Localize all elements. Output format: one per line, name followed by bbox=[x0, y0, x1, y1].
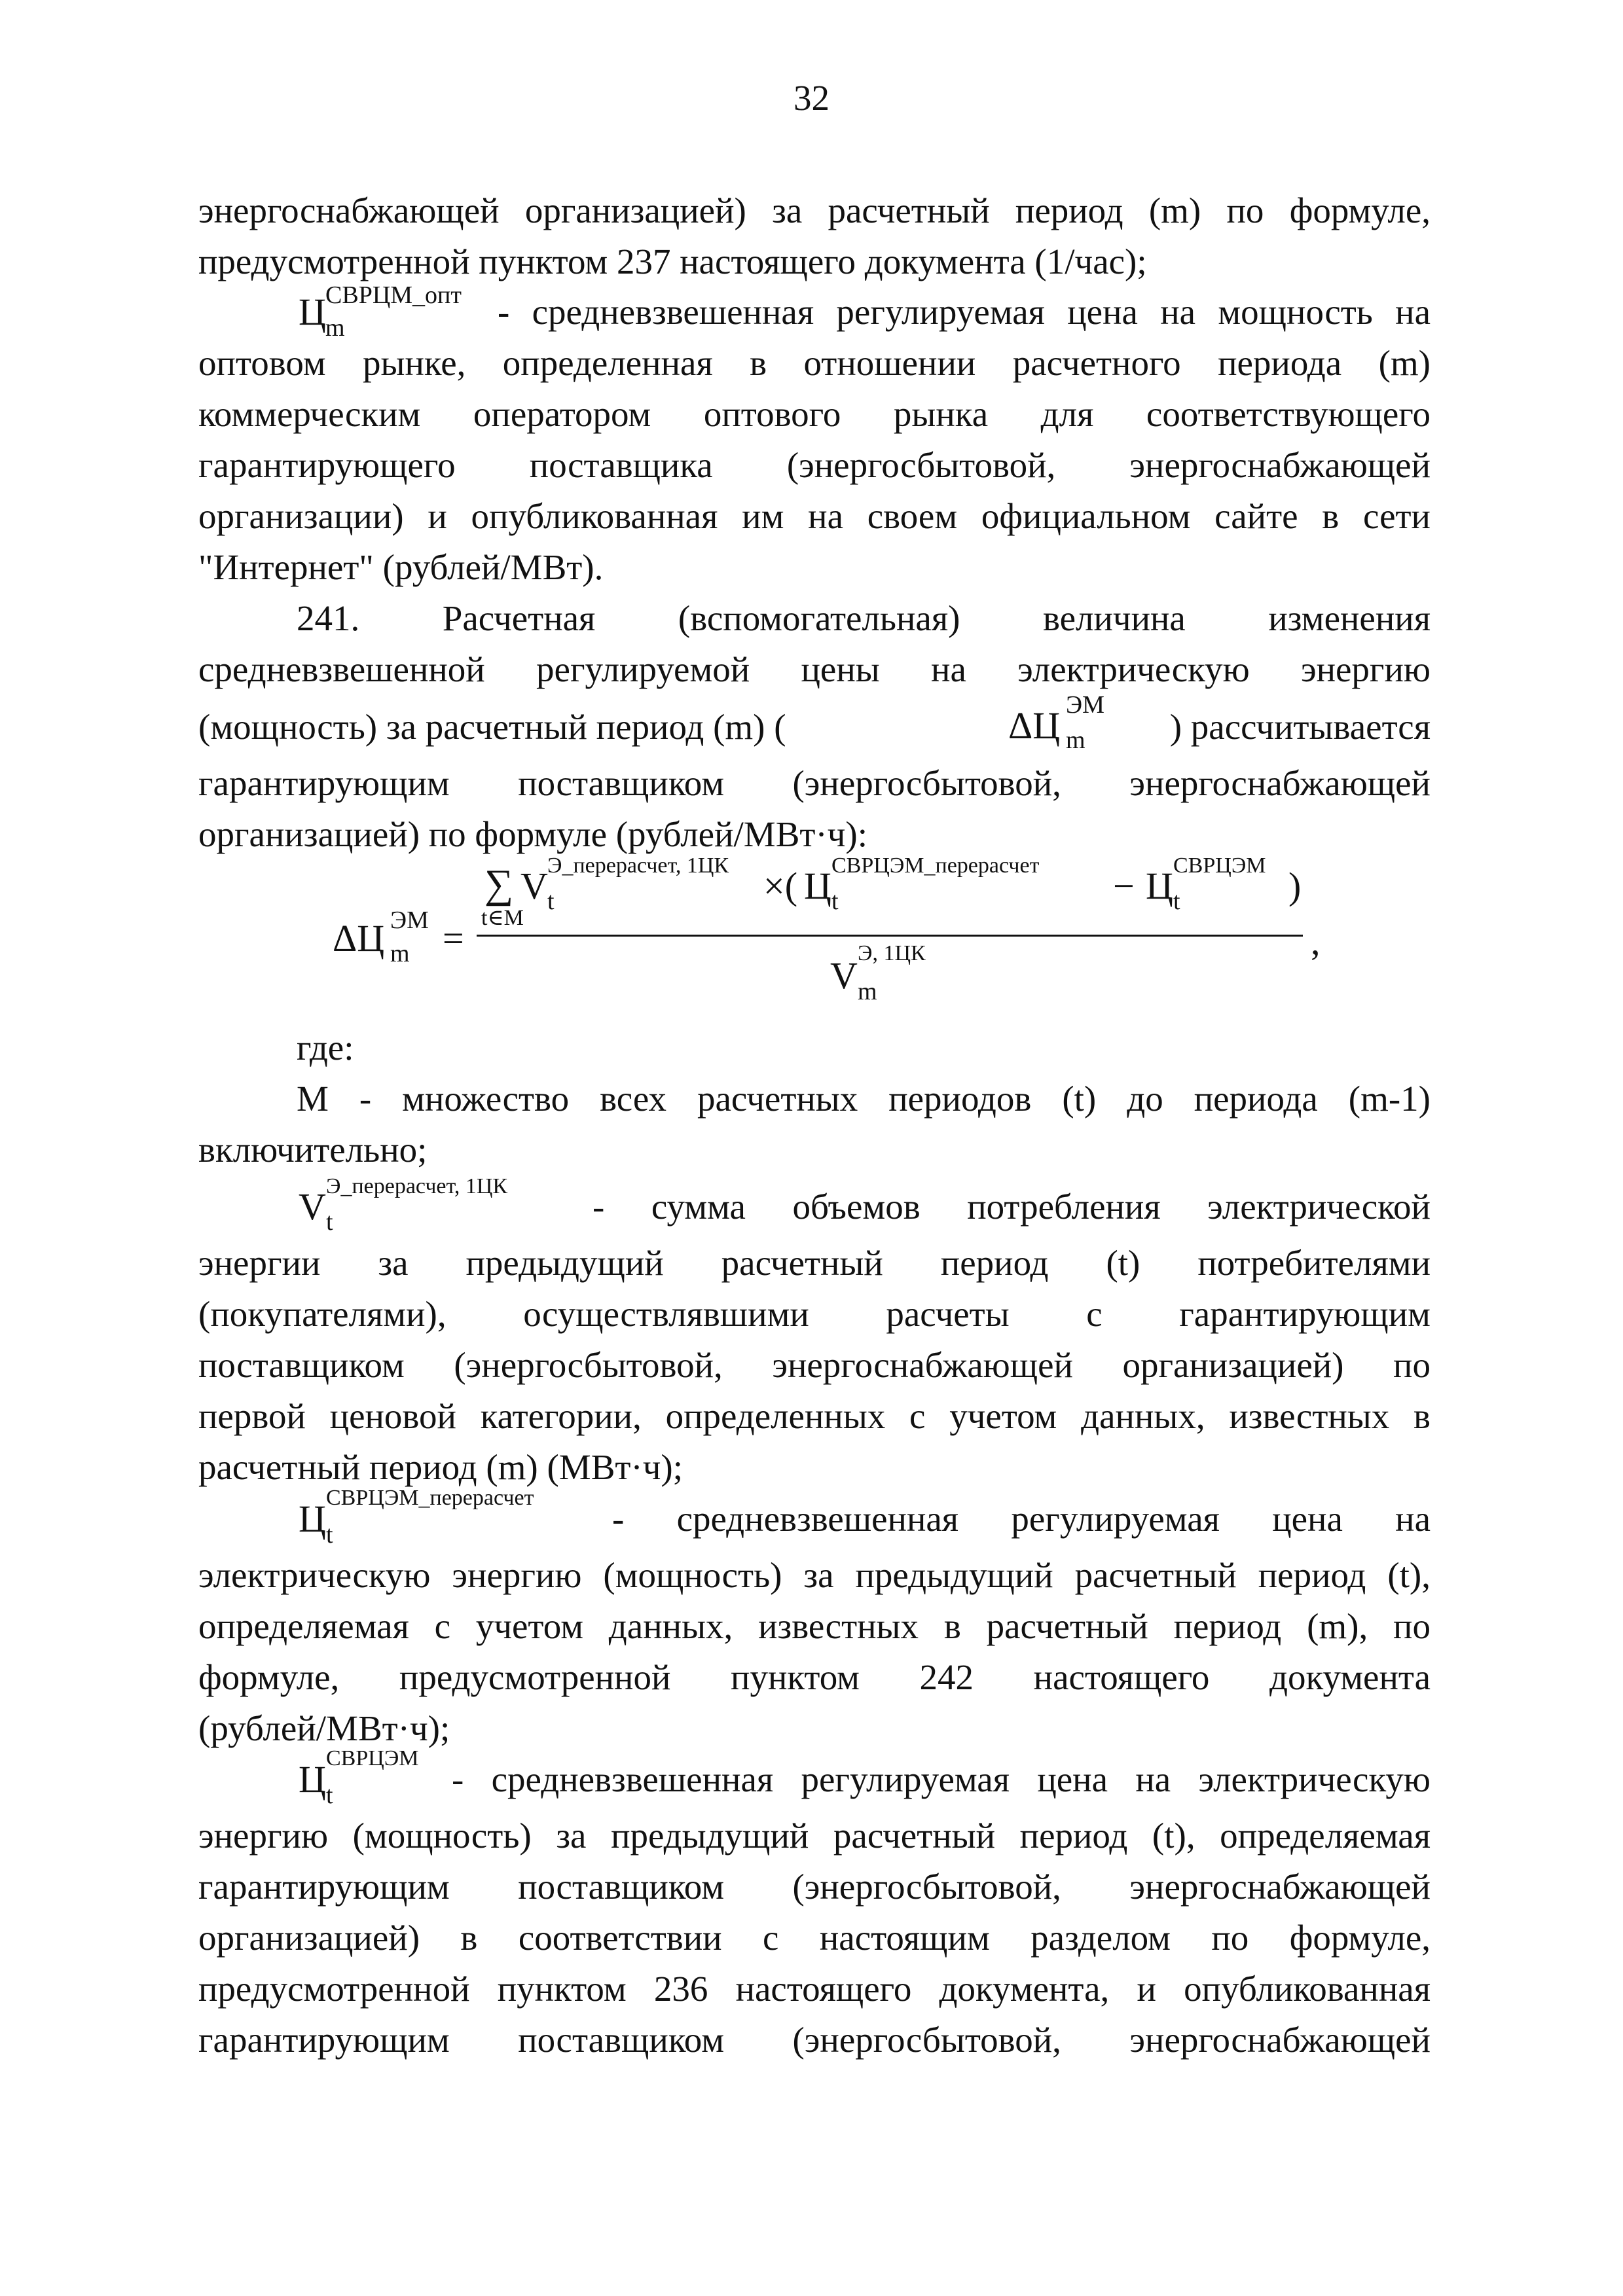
text-line: энергоснабжающей организацией) за расчетный период (m) по формуле, bbox=[198, 190, 1431, 230]
formula-ts: Ц bbox=[1146, 865, 1173, 907]
formula-lhs-delta-ts: ΔЦ bbox=[333, 917, 385, 960]
where-label: где: bbox=[297, 1028, 354, 1067]
formula-times-open: ×( bbox=[763, 865, 798, 907]
page-number: 32 bbox=[793, 78, 830, 118]
formula-equals: = bbox=[443, 917, 464, 960]
text-line: (мощность) за расчетный период (m) ( bbox=[198, 707, 786, 747]
formula-lhs-sup: ЭМ bbox=[390, 906, 429, 934]
text-line: электрическую энергию (мощность) за предыдущий расчетный период (t), bbox=[198, 1555, 1431, 1595]
text-line: (рублей/МВт·ч); bbox=[198, 1708, 450, 1748]
text-line: коммерческим оператором оптового рынка для соответствующего bbox=[198, 394, 1431, 434]
text-line: первой ценовой категории, определенных с учетом данных, известных в bbox=[198, 1396, 1431, 1436]
formula-denominator-sup: Э, 1ЦК bbox=[858, 941, 926, 965]
text-line: - сумма объемов потребления электрической bbox=[593, 1187, 1431, 1227]
text-line: предусмотренной пунктом 236 настоящего документа, и опубликованная bbox=[198, 1969, 1431, 2009]
formula-lhs-sub: m bbox=[390, 940, 410, 967]
formula-v-sup: Э_перерасчет, 1ЦК bbox=[547, 853, 729, 878]
text-line: энергии за предыдущий расчетный период (t) потребителями bbox=[198, 1243, 1431, 1283]
formula-fraction-bar bbox=[477, 935, 1303, 937]
formula-denominator-v: V bbox=[830, 954, 858, 997]
text-line: "Интернет" (рублей/МВт). bbox=[198, 547, 604, 587]
formula-ts-recalc-sup: СВРЦЭМ_перерасчет bbox=[831, 853, 1040, 878]
text-line: формуле, предусмотренной пунктом 242 настоящего документа bbox=[198, 1657, 1431, 1697]
formula-ts-recalc-sub: t bbox=[831, 888, 839, 915]
text-line: энергию (мощность) за предыдущий расчетный период (t), определяемая bbox=[198, 1816, 1431, 1856]
text-line: (покупателями), осуществлявшими расчеты с гарантирующим bbox=[198, 1294, 1431, 1334]
text-line: гарантирующим поставщиком (энергосбытовой, энергоснабжающей bbox=[198, 763, 1431, 803]
text-line: гарантирующего поставщика (энергосбытовой, энергоснабжающей bbox=[198, 445, 1431, 485]
formula-sigma: ∑ bbox=[484, 862, 514, 906]
text-line: средневзвешенной регулируемой цены на электрическую энергию bbox=[198, 649, 1431, 689]
formula-comma: , bbox=[1311, 920, 1321, 963]
text-line: M - множество всех расчетных периодов (t) до периода (m-1) bbox=[297, 1079, 1431, 1119]
formula-close-paren: ) bbox=[1288, 865, 1302, 907]
formula-denominator-sub: m bbox=[858, 978, 877, 1005]
formula-v: V bbox=[520, 865, 548, 907]
formula-sigma-range: t∈M bbox=[481, 906, 524, 930]
text-line: включительно; bbox=[198, 1130, 428, 1170]
formula-ts-sub: t bbox=[1173, 888, 1180, 915]
text-line: - средневзвешенная регулируемая цена на bbox=[612, 1499, 1431, 1539]
text-line: организацией) в соответствии с настоящим разделом по формуле, bbox=[198, 1918, 1431, 1958]
text-line: оптовом рынке, определенная в отношении расчетного периода (m) bbox=[198, 343, 1431, 383]
text-line: организации) и опубликованная им на своем официальном сайте в сети bbox=[198, 496, 1431, 536]
text-line: предусмотренной пунктом 237 настоящего документа (1/час); bbox=[198, 242, 1147, 281]
text-line: гарантирующим поставщиком (энергосбытовой, энергоснабжающей bbox=[198, 2020, 1431, 2060]
text-line: гарантирующим поставщиком (энергосбытовой, энергоснабжающей bbox=[198, 1867, 1431, 1907]
text-line: поставщиком (энергосбытовой, энергоснабжающей организацией) по bbox=[198, 1345, 1431, 1385]
text-line: ) рассчитывается bbox=[1169, 707, 1431, 747]
text-line: - средневзвешенная регулируемая цена на мощность на bbox=[498, 292, 1431, 332]
formula-minus: − bbox=[1113, 865, 1135, 907]
text-line: определяемая с учетом данных, известных в расчетный период (m), по bbox=[198, 1606, 1431, 1646]
paragraph-241-start: 241. Расчетная (вспомогательная) величина изменения bbox=[297, 598, 1431, 638]
formula-ts-recalc: Ц bbox=[804, 865, 831, 907]
text-line: расчетный период (m) (МВт·ч); bbox=[198, 1447, 684, 1487]
formula-ts-sup: СВРЦЭМ bbox=[1173, 853, 1266, 878]
text-line: - средневзвешенная регулируемая цена на электрическую bbox=[452, 1759, 1431, 1799]
formula-v-sub: t bbox=[547, 888, 555, 915]
text-line: организацией) по формуле (рублей/МВт·ч): bbox=[198, 814, 867, 854]
